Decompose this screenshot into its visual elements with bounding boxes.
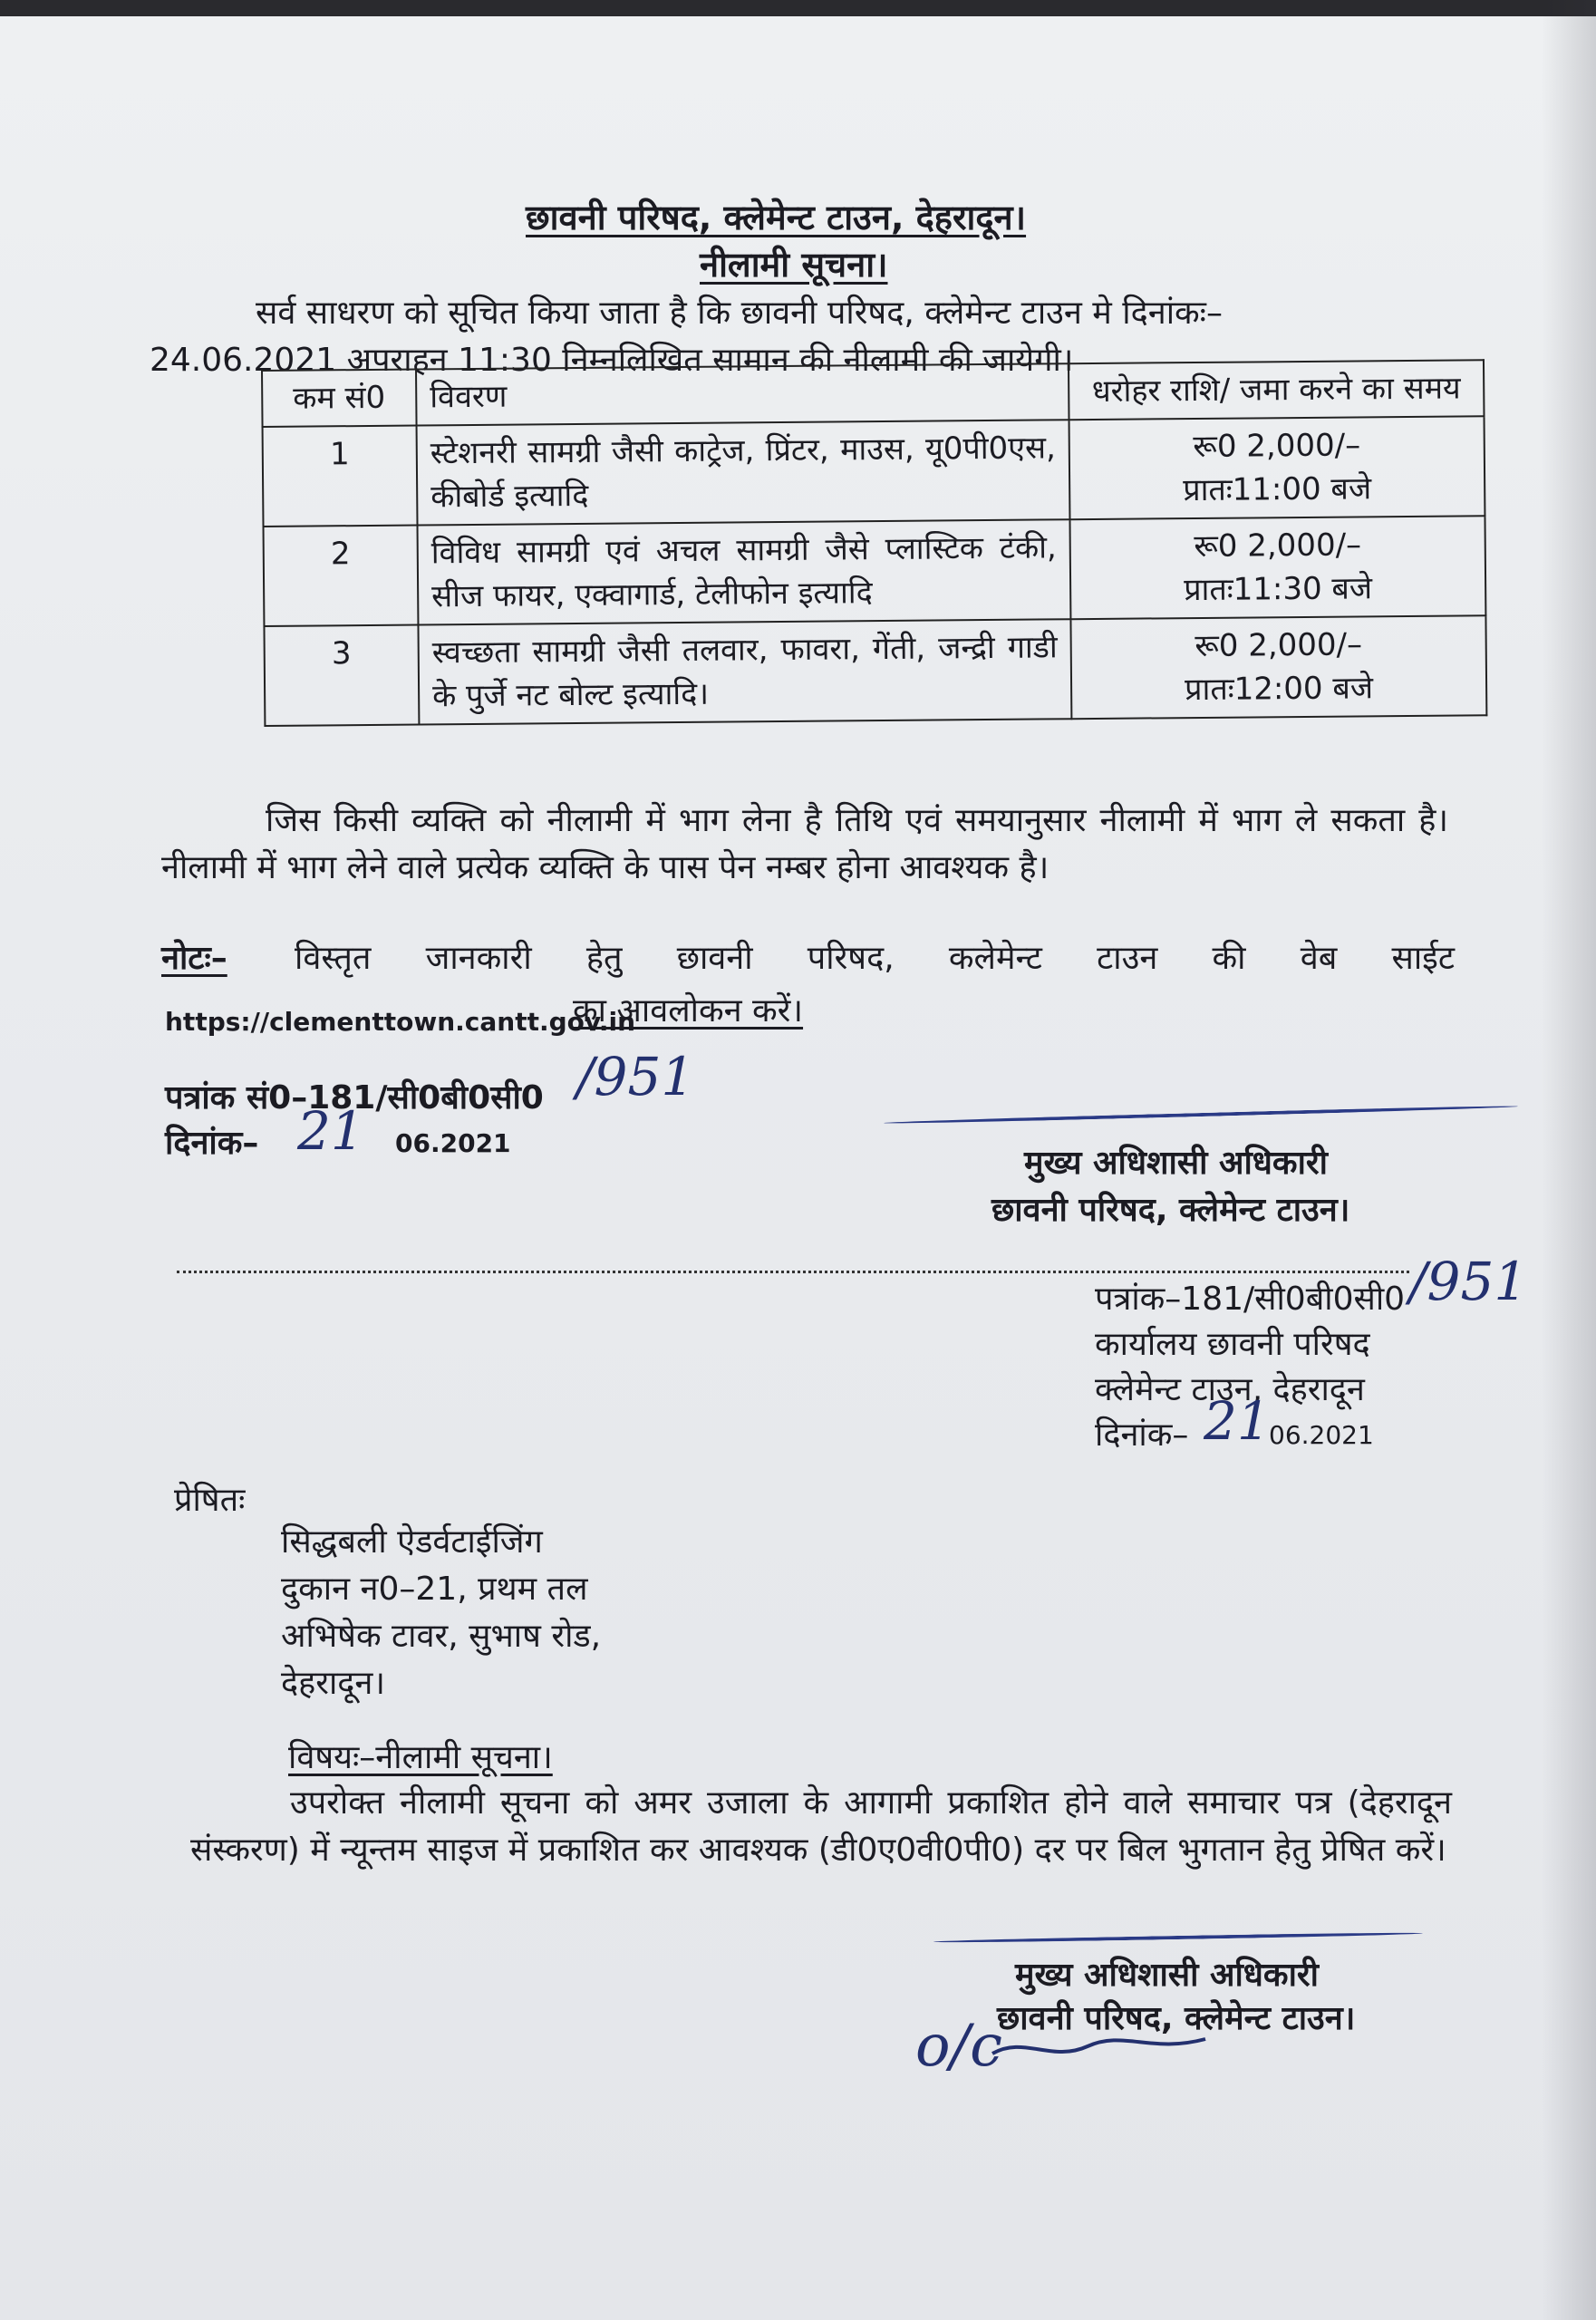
row-deposit-time [1070, 615, 1486, 719]
row-description: स्वच्छता सामग्री जैसी तलवार, फावरा, गेंती, जन्द्री गाडी के पुर्जे नट बोल्ट इत्यादि। [418, 619, 1071, 724]
table-row [264, 615, 1486, 726]
note-label: नोटः– [161, 940, 227, 977]
addressee-line: दुकान न0–21, प्रथम तल [281, 1571, 588, 1608]
website-link[interactable]: https://clementtown.cantt.gov.in [165, 1007, 636, 1037]
letter-date-rest: 06.2021 [1269, 1420, 1374, 1450]
row-time: प्रातः11:30 बजे [1184, 570, 1373, 609]
table-header-row [262, 360, 1484, 427]
row-description: विविध सामग्री एवं अचल सामग्री जैसे प्लास्टिक टंकी, सीज फायर, एक्वागार्ड, टेलीफोन इत्यादि [418, 519, 1071, 624]
participation-paragraph: जिस किसी व्यक्ति को नीलामी में भाग लेना है तिथि एवं समयानुसार नीलामी में भाग ले सकता है। नीलामी में भाग लेने वाले प्रत्येक व्यक्ति के पास पेन नम्बर होना आवश्यक है। [161, 802, 1448, 886]
row-deposit-time [1069, 516, 1485, 619]
addressee-line: देहरादून। [281, 1665, 386, 1702]
date-rest: 06.2021 [395, 1128, 511, 1158]
row-time: प्रातः12:00 बजे [1185, 670, 1374, 709]
signature-stroke [884, 1105, 1518, 1125]
scanner-edge [0, 0, 1596, 16]
ref-number: पत्रांक–181/सी0बी0सी0 [1095, 1281, 1406, 1318]
signatory-org: छावनी परिषद, क्लेमेन्ट टाउन। [991, 1192, 1350, 1229]
table-row [264, 516, 1486, 626]
ref-number-handwritten: /951 [1409, 1251, 1528, 1312]
addressee-line: सिद्धबली ऐडर्वटाईजिंग [281, 1523, 543, 1561]
to-label: प्रेषितः [174, 1482, 246, 1519]
place-line: क्लेमेन्ट टाउन, देहरादून [1095, 1371, 1365, 1408]
initials-scribble [988, 2026, 1224, 2081]
signatory-org: छावनी परिषद, क्लेमेन्ट टाउन। [997, 2000, 1356, 2037]
signature-stroke [933, 1931, 1423, 1943]
website-suffix: का आवलोकन करें। [573, 992, 804, 1030]
addressee-line: अभिषेक टावर, सुभाष रोड, [281, 1618, 602, 1655]
intro-line-1: सर्व साधरण को सूचित किया जाता है कि छावनी परिषद, क्लेमेन्ट टाउन मे दिनांकः– [256, 295, 1223, 332]
signatory-title: मुख्य अधिशासी अधिकारी [1015, 1957, 1319, 1994]
date-label: दिनांक– [165, 1125, 259, 1162]
date-handwritten: 21 [297, 1100, 364, 1162]
note-text: विस्तृत जानकारी हेतु छावनी परिषद, कलेमेन्ट टाउन की वेब साईट [295, 940, 1455, 977]
row-serial: 3 [264, 624, 419, 725]
letter-number: पत्रांक सं0–181/सी0बी0सी0 [165, 1079, 544, 1116]
letter-number-handwritten: /951 [576, 1046, 695, 1107]
intro-line-2: 24.06.2021 अपराहन 11:30 निम्नलिखित सामान की नीलामी की जायेगी। [150, 342, 1074, 379]
header-serial: कम सं0 [262, 370, 417, 427]
separator-dotted-line [177, 1271, 1409, 1273]
notice-heading: नीलामी सूचना। [700, 245, 888, 285]
row-deposit-time [1069, 416, 1485, 519]
org-title: छावनी परिषद, क्लेमेन्ट टाउन, देहरादून। [526, 198, 1027, 237]
signatory-title: मुख्य अधिशासी अधिकारी [1024, 1145, 1328, 1182]
row-amount: रू0 2,000/– [1194, 527, 1362, 566]
initials-handwritten: o/c [915, 2013, 1002, 2080]
table-row [263, 416, 1485, 527]
row-time: प्रातः11:00 बजे [1183, 470, 1372, 509]
row-description: स्टेशनरी सामग्री जैसी काट्रेज, प्रिंटर, माउस, यू0पी0एस, कीबोर्ड इत्यादि [417, 420, 1070, 525]
header-description: विवरण [416, 363, 1069, 425]
letter-body: उपरोक्त नीलामी सूचना को अमर उजाला के आगामी प्रकाशित होने वाले समाचार पत्र (देहरादून संस्करण) में न्यून्तम साइज में प्रकाशित कर आवश्यक (डी0ए0वी0पी0) दर पर बिल भुगतान हेतु प्रेषित करें। [190, 1784, 1452, 1869]
subject-line: विषयः–नीलामी सूचना। [288, 1739, 553, 1776]
header-deposit-time: धरोहर राशि/ जमा करने का समय [1069, 360, 1485, 420]
letter-date-label: दिनांक– [1095, 1416, 1189, 1454]
row-amount: रू0 2,000/– [1195, 626, 1363, 665]
letter-date-handwritten: 21 [1204, 1390, 1271, 1452]
row-amount: रू0 2,000/– [1193, 427, 1361, 466]
office-line: कार्यालय छावनी परिषद [1095, 1326, 1370, 1363]
row-serial: 1 [263, 426, 418, 527]
row-serial: 2 [264, 526, 419, 626]
auction-items-table [261, 359, 1487, 727]
page-shadow [1542, 0, 1596, 2320]
